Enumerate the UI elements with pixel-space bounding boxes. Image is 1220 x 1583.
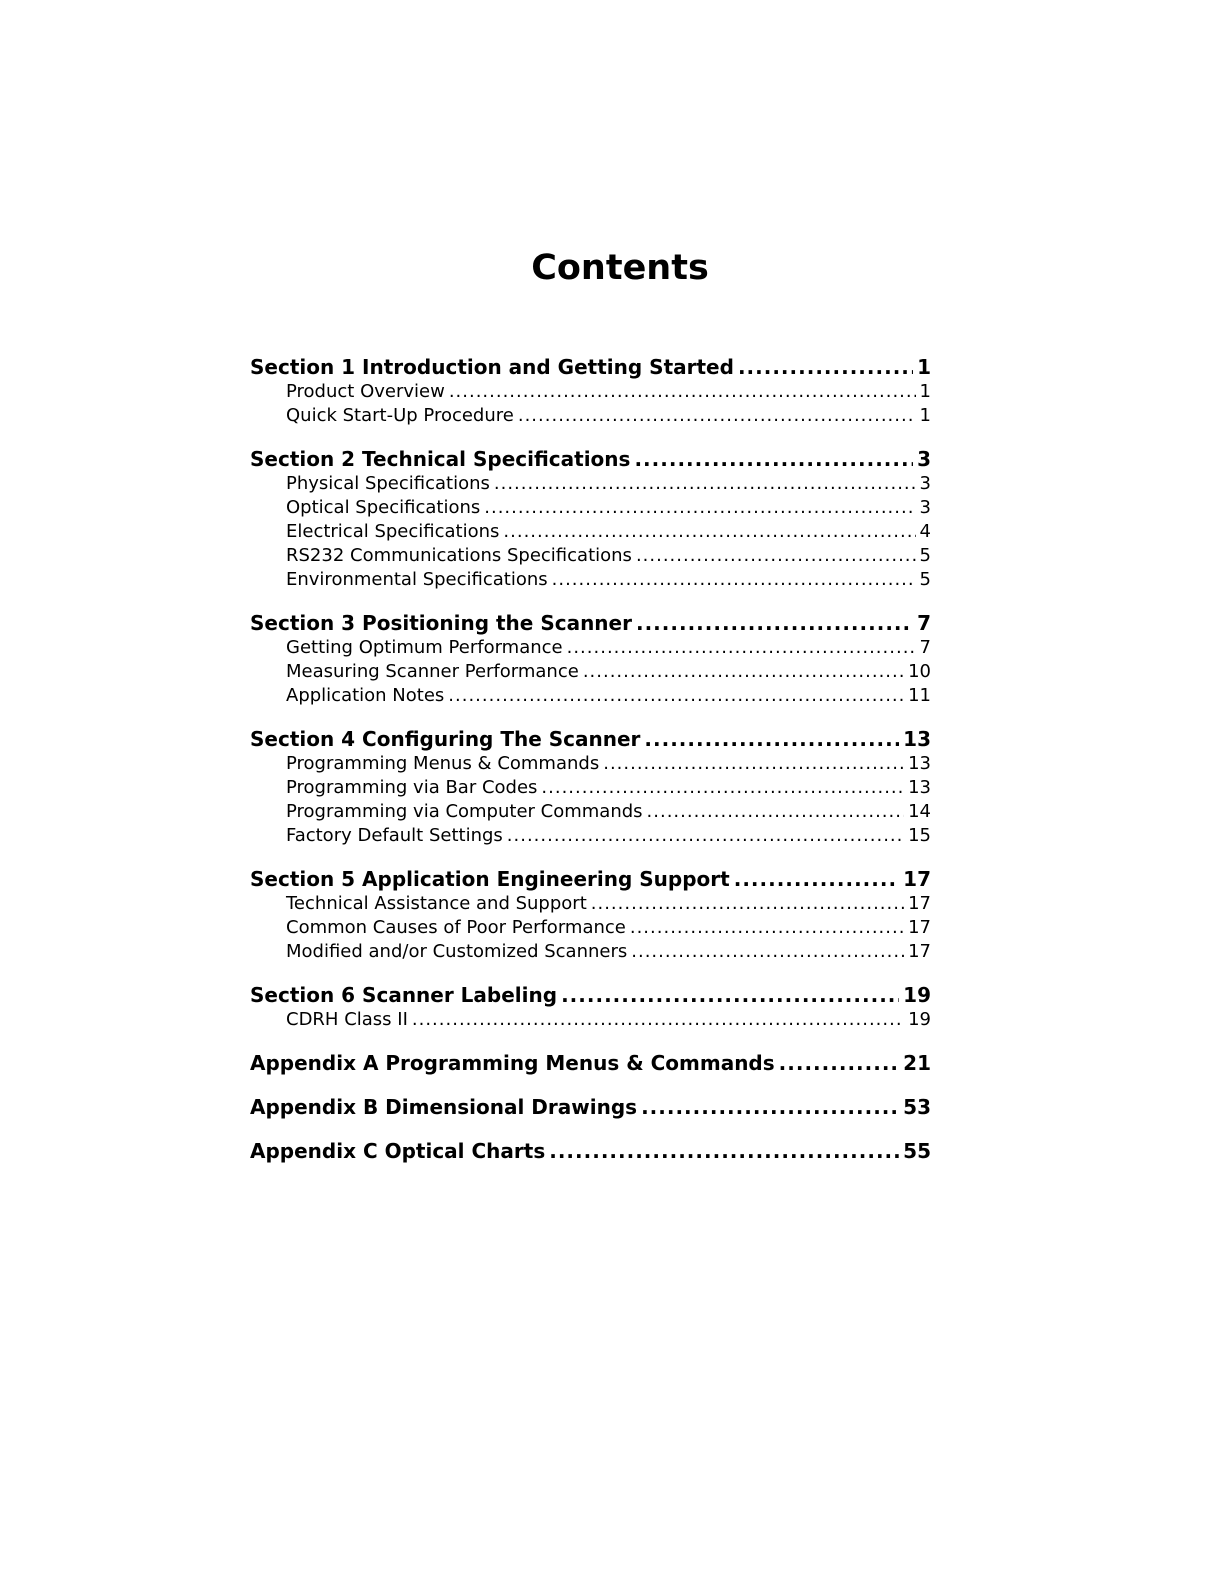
toc-subsection-entry[interactable]	[250, 824, 931, 848]
toc-subsection-title: Programming Menus & Commands	[286, 753, 600, 774]
toc-subsection-title: Optical Specifications	[286, 497, 481, 518]
toc-subsection-title: Programming via Bar Codes	[286, 777, 538, 798]
toc-subsection-title: Programming via Computer Commands	[286, 801, 643, 822]
toc-page-number: 17	[908, 917, 931, 938]
toc-page-number: 3	[917, 447, 931, 471]
toc-page-number: 17	[908, 893, 931, 914]
toc-section-entry[interactable]	[250, 982, 931, 1008]
toc-page-number: 1	[919, 405, 931, 426]
toc-page-number: 10	[908, 661, 931, 682]
toc-leader-dots	[634, 446, 913, 472]
toc-subsection-title: Technical Assistance and Support	[286, 893, 587, 914]
toc-subsection-entry[interactable]	[250, 636, 931, 660]
toc-subsection-entry[interactable]	[250, 1008, 931, 1032]
toc-group	[250, 354, 931, 428]
toc-group	[250, 866, 931, 964]
toc-section-entry[interactable]	[250, 726, 931, 752]
toc-page-number: 15	[908, 825, 931, 846]
toc-subsection-title: Environmental Specifications	[286, 569, 548, 590]
toc-appendix-entry[interactable]	[250, 1050, 931, 1076]
toc-leader-dots	[636, 610, 913, 636]
toc-section-title: Section 4 Configuring The Scanner	[250, 727, 641, 751]
toc-leader-dots	[412, 1008, 904, 1032]
toc-appendix-entry[interactable]	[250, 1094, 931, 1120]
toc-page-number: 5	[919, 545, 931, 566]
toc-page-number: 11	[908, 685, 931, 706]
toc-page-number: 13	[903, 727, 931, 751]
toc-section-entry[interactable]	[250, 446, 931, 472]
toc-page-number: 14	[908, 801, 931, 822]
toc-subsection-entry[interactable]	[250, 940, 931, 964]
toc-page-number: 53	[903, 1095, 931, 1119]
toc-subsection-entry[interactable]	[250, 800, 931, 824]
toc-section-entry[interactable]	[250, 866, 931, 892]
toc-page-number: 21	[903, 1051, 931, 1075]
toc-page-number: 1	[917, 355, 931, 379]
toc-appendix-entry[interactable]	[250, 1138, 931, 1164]
toc-subsection-title: Electrical Specifications	[286, 521, 500, 542]
toc-subsection-entry[interactable]	[250, 776, 931, 800]
toc-leader-dots	[734, 866, 899, 892]
toc-group	[250, 726, 931, 848]
toc-subsection-entry[interactable]	[250, 380, 931, 404]
toc-section-entry[interactable]	[250, 610, 931, 636]
toc-leader-dots	[583, 660, 904, 684]
toc-appendix-title: Appendix B Dimensional Drawings	[250, 1095, 638, 1119]
toc-subsection-entry[interactable]	[250, 684, 931, 708]
toc-leader-dots	[636, 544, 916, 568]
toc-leader-dots	[591, 892, 904, 916]
toc-page-number: 7	[919, 637, 931, 658]
toc-subsection-entry[interactable]	[250, 520, 931, 544]
toc-leader-dots	[484, 496, 915, 520]
toc-section-title: Section 5 Application Engineering Support	[250, 867, 730, 891]
toc-section-title: Section 3 Positioning the Scanner	[250, 611, 632, 635]
toc-subsection-entry[interactable]	[250, 916, 931, 940]
toc-section-entry[interactable]	[250, 354, 931, 380]
toc-subsection-entry[interactable]	[250, 660, 931, 684]
page-title: Contents	[531, 248, 709, 288]
toc-subsection-entry[interactable]	[250, 472, 931, 496]
toc-leader-dots	[448, 684, 904, 708]
toc-leader-dots	[567, 636, 916, 660]
toc-page-number: 7	[917, 611, 931, 635]
toc-page-number: 19	[908, 1009, 931, 1030]
toc-leader-dots	[541, 776, 904, 800]
toc-subsection-entry[interactable]	[250, 892, 931, 916]
toc-section-title: Section 1 Introduction and Getting Started	[250, 355, 734, 379]
toc-leader-dots	[503, 520, 915, 544]
toc-page-number: 19	[903, 983, 931, 1007]
toc-page-number: 1	[919, 381, 931, 402]
toc-group	[250, 610, 931, 708]
table-of-contents	[250, 354, 931, 1182]
toc-section-title: Section 6 Scanner Labeling	[250, 983, 558, 1007]
toc-subsection-entry[interactable]	[250, 568, 931, 592]
toc-subsection-title: Quick Start-Up Procedure	[286, 405, 514, 426]
toc-page-number: 17	[908, 941, 931, 962]
toc-page-number: 13	[908, 777, 931, 798]
toc-page-number: 17	[903, 867, 931, 891]
toc-leader-dots	[738, 354, 913, 380]
toc-group	[250, 1050, 931, 1076]
toc-page-number: 3	[919, 497, 931, 518]
toc-leader-dots	[603, 752, 904, 776]
toc-leader-dots	[644, 726, 899, 752]
toc-leader-dots	[494, 472, 916, 496]
toc-page-number: 3	[919, 473, 931, 494]
toc-subsection-title: Application Notes	[286, 685, 445, 706]
toc-page-number: 55	[903, 1139, 931, 1163]
toc-subsection-title: Physical Specifications	[286, 473, 490, 494]
toc-group	[250, 1094, 931, 1120]
toc-subsection-entry[interactable]	[250, 496, 931, 520]
toc-page-number: 13	[908, 753, 931, 774]
toc-leader-dots	[507, 824, 904, 848]
toc-section-title: Section 2 Technical Specifications	[250, 447, 631, 471]
toc-leader-dots	[552, 568, 916, 592]
toc-subsection-entry[interactable]	[250, 752, 931, 776]
toc-leader-dots	[647, 800, 905, 824]
toc-appendix-title: Appendix C Optical Charts	[250, 1139, 546, 1163]
toc-leader-dots	[630, 916, 904, 940]
toc-page-number: 4	[919, 521, 931, 542]
toc-subsection-title: CDRH Class II	[286, 1009, 408, 1030]
toc-appendix-title: Appendix A Programming Menus & Commands	[250, 1051, 775, 1075]
toc-subsection-title: Common Causes of Poor Performance	[286, 917, 626, 938]
toc-page-number: 5	[919, 569, 931, 590]
toc-subsection-title: Product Overview	[286, 381, 445, 402]
toc-subsection-title: RS232 Communications Specifications	[286, 545, 632, 566]
toc-subsection-entry[interactable]	[250, 404, 931, 428]
toc-subsection-title: Modified and/or Customized Scanners	[286, 941, 628, 962]
toc-group	[250, 982, 931, 1032]
toc-group	[250, 1138, 931, 1164]
toc-leader-dots	[518, 404, 916, 428]
toc-subsection-title: Factory Default Settings	[286, 825, 503, 846]
toc-leader-dots	[631, 940, 904, 964]
toc-leader-dots	[549, 1138, 899, 1164]
toc-subsection-title: Measuring Scanner Performance	[286, 661, 579, 682]
toc-leader-dots	[641, 1094, 899, 1120]
toc-leader-dots	[561, 982, 899, 1008]
toc-leader-dots	[779, 1050, 900, 1076]
toc-group	[250, 446, 931, 592]
toc-leader-dots	[449, 380, 916, 404]
toc-subsection-title: Getting Optimum Performance	[286, 637, 563, 658]
toc-subsection-entry[interactable]	[250, 544, 931, 568]
